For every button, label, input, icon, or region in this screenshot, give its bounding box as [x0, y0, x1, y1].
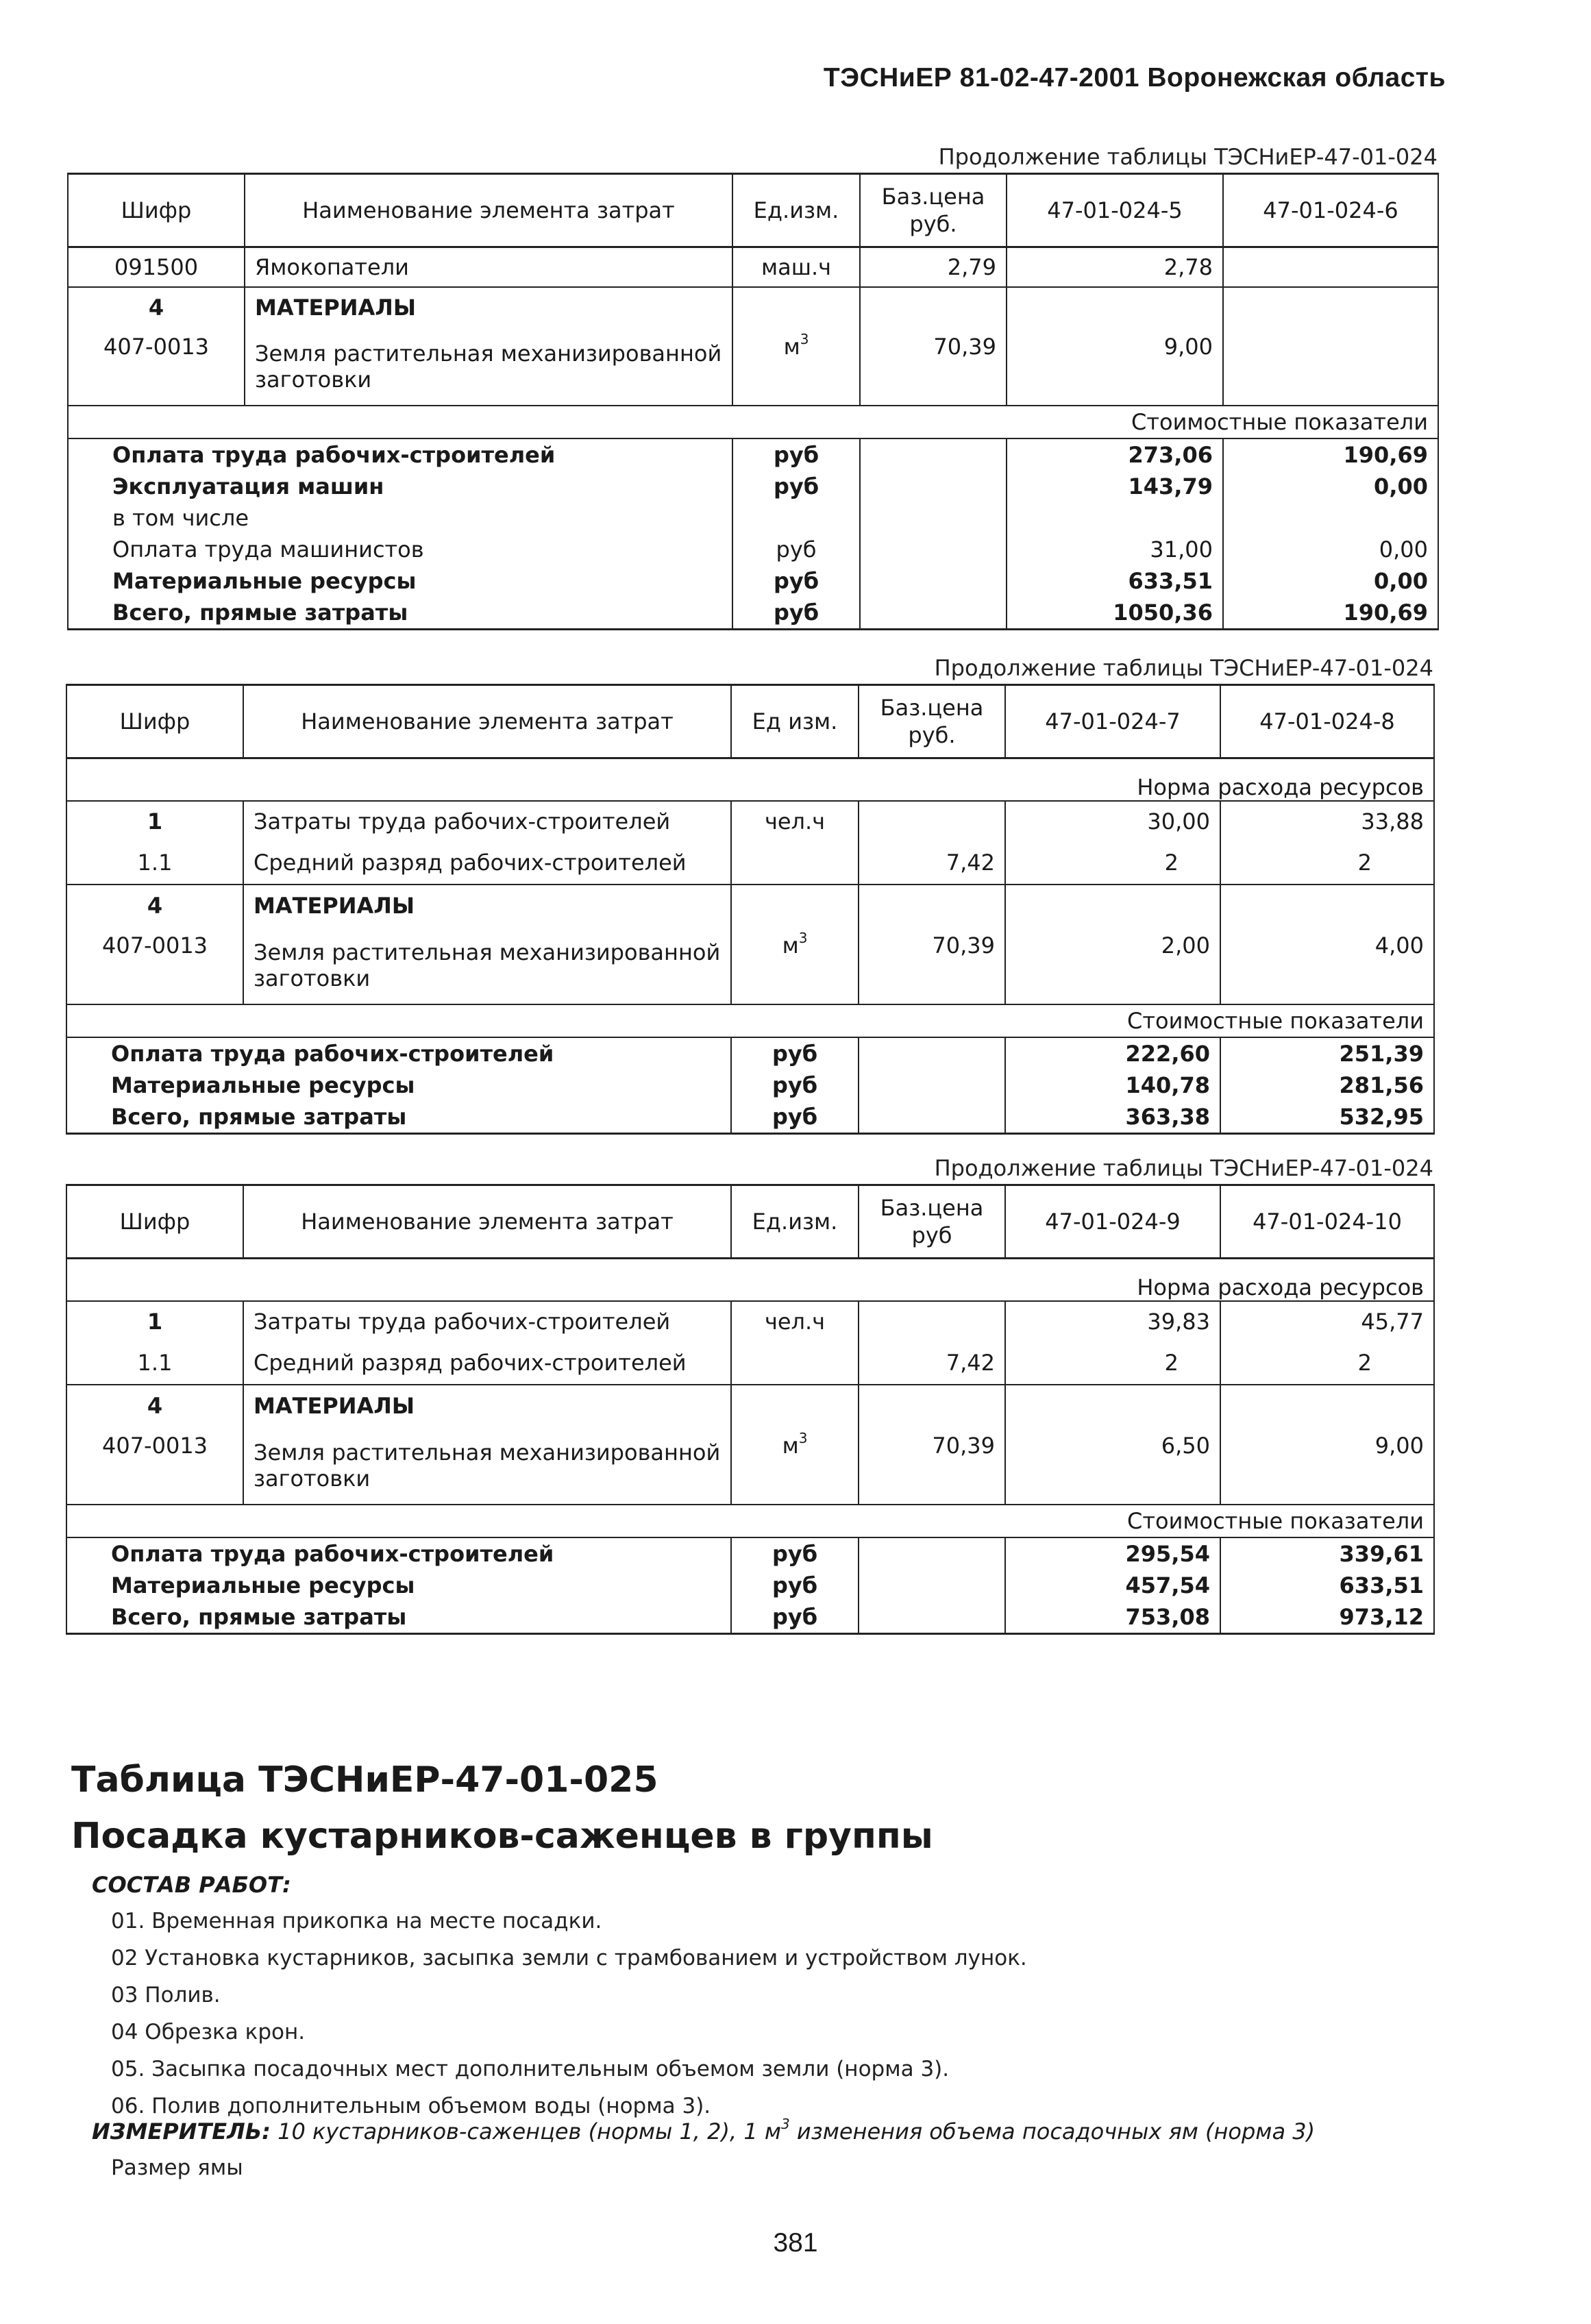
table-2-caption: Продолжение таблицы ТЭСНиЕР-47-01-024 [934, 655, 1433, 681]
table-row: Всего, прямые затраты руб 753,08 973,12 [66, 1601, 1434, 1634]
measure-line: ИЗМЕРИТЕЛЬ: 10 кустарников-саженцев (нормы 1, 2), 1 $м^3$ изменения объема посадочных ям (норма 3) [92, 2116, 1316, 2144]
table-row: Оплата труда машинистов руб 31,00 0,00 [68, 534, 1438, 565]
table-row: Материальные ресурсы руб 457,54 633,51 [66, 1570, 1434, 1601]
measure-label: ИЗМЕРИТЕЛЬ: [92, 2118, 271, 2144]
page-header: ТЭСНиЕР 81-02-47-2001 Воронежская область [823, 63, 1446, 92]
work-heading: СОСТАВ РАБОТ: [92, 1872, 291, 1898]
table-row: 4 МАТЕРИАЛЫ [66, 1385, 1434, 1427]
table-row: Материальные ресурсы руб 140,78 281,56 [66, 1070, 1434, 1101]
table-row: 091500 Ямокопатели маш.ч 2,79 2,78 [68, 247, 1438, 287]
col-a: 47-01-024-9 [1005, 1185, 1220, 1259]
table-3 [66, 1152, 1433, 1635]
cost-heading-row: Стоимостные показатели [66, 1004, 1434, 1037]
measure-text-a: 10 кустарников-саженцев (нормы 1, 2), 1 м [278, 2118, 781, 2144]
table-row: 1 Затраты труда рабочих-строителей чел.ч 39,83 45,77 [66, 1301, 1434, 1342]
table-1-caption: Продолжение таблицы ТЭСНиЕР-47-01-024 [938, 144, 1438, 170]
col-b: 47-01-024-8 [1220, 685, 1434, 758]
table-row: 1.1 Средний разряд рабочих-строителей 7,42 2 2 [66, 1342, 1434, 1385]
col-name: Наименование элемента затрат [243, 685, 731, 758]
list-item: 03 Полив. [111, 1983, 221, 2007]
cost-heading-row: Стоимостные показатели [66, 1505, 1434, 1537]
cost-heading-row: Стоимостные показатели [68, 406, 1438, 438]
col-unit: Ед.изм. [731, 1185, 859, 1259]
col-b: 47-01-024-10 [1220, 1185, 1434, 1259]
table-2 [66, 652, 1433, 1135]
section-subtitle: Посадка кустарников-саженцев в группы [71, 1816, 933, 1857]
norm-heading-row: Норма расхода ресурсов [66, 1259, 1434, 1301]
table-3-caption: Продолжение таблицы ТЭСНиЕР-47-01-024 [934, 1155, 1433, 1181]
table-row: в том числе [68, 502, 1438, 534]
page-number: 381 [773, 2228, 818, 2258]
col-code: Шифр [66, 685, 243, 758]
table-row: 1 Затраты труда рабочих-строителей чел.ч 30,00 33,88 [66, 801, 1434, 842]
table-row: 1.1 Средний разряд рабочих-строителей 7,42 2 2 [66, 842, 1434, 885]
table-row: Всего, прямые затраты руб 1050,36 190,69 [68, 597, 1438, 630]
table-row: Материальные ресурсы руб 633,51 0,00 [68, 565, 1438, 597]
list-item: 04 Обрезка крон. [111, 2020, 306, 2044]
col-a: 47-01-024-5 [1007, 174, 1223, 247]
list-item: 01. Временная прикопка на месте посадки. [111, 1909, 602, 1933]
table-row: Оплата труда рабочих-строителей руб 222,60 251,39 [66, 1037, 1434, 1070]
col-price: Баз.цена руб. [860, 174, 1007, 247]
table-row: 407-0013 Земля растительная механизированной заготовки $м^3$ 70,39 9,00 [68, 328, 1438, 406]
table-row: 407-0013 Земля растительная механизированной заготовки $м^3$ 70,39 2,00 4,00 [66, 927, 1434, 1004]
col-unit: Ед.изм. [732, 174, 860, 247]
pit-size-label: Размер ямы [111, 2155, 243, 2180]
section-title: Таблица ТЭСНиЕР-47-01-025 [71, 1759, 658, 1801]
table-row: Всего, прямые затраты руб 363,38 532,95 [66, 1101, 1434, 1134]
col-b: 47-01-024-6 [1223, 174, 1438, 247]
col-price: Баз.цена руб [859, 1185, 1005, 1259]
col-code: Шифр [66, 1185, 243, 1259]
col-code: Шифр [68, 174, 245, 247]
table-row: Оплата труда рабочих-строителей руб 273,06 190,69 [68, 438, 1438, 471]
col-unit: Ед изм. [731, 685, 859, 758]
measure-text-b: изменения объема посадочных ям (норма 3) [789, 2118, 1316, 2144]
list-item: 06. Полив дополнительным объемом воды (норма 3). [111, 2094, 711, 2118]
list-item: 05. Засыпка посадочных мест дополнительным объемом земли (норма 3). [111, 2057, 950, 2081]
table-row: 4 МАТЕРИАЛЫ [68, 287, 1438, 328]
table-row: 407-0013 Земля растительная механизированной заготовки $м^3$ 70,39 6,50 9,00 [66, 1427, 1434, 1505]
list-item: 02 Установка кустарников, засыпка земли с трамбованием и устройством лунок. [111, 1946, 1027, 1970]
col-name: Наименование элемента затрат [243, 1185, 731, 1259]
table-3-grid [66, 1184, 1435, 1635]
col-a: 47-01-024-7 [1005, 685, 1220, 758]
table-row: 4 МАТЕРИАЛЫ [66, 885, 1434, 927]
table-row: Эксплуатация машин руб 143,79 0,00 [68, 471, 1438, 502]
table-1-grid [67, 173, 1439, 630]
col-name: Наименование элемента затрат [245, 174, 732, 247]
col-price: Баз.цена руб. [859, 685, 1005, 758]
table-1 [67, 141, 1438, 630]
table-2-grid [66, 684, 1435, 1135]
table-row: Оплата труда рабочих-строителей руб 295,54 339,61 [66, 1537, 1434, 1570]
norm-heading-row: Норма расхода ресурсов [66, 758, 1434, 801]
